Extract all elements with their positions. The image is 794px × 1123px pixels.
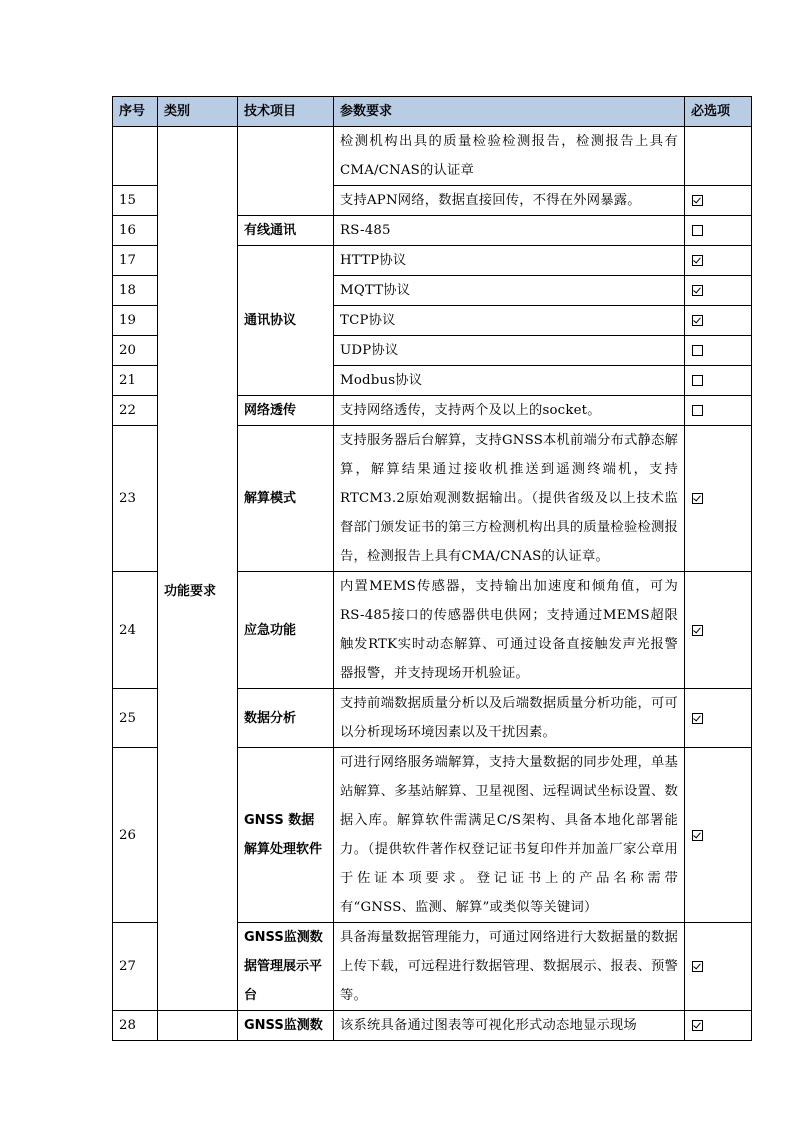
- row-item: 通讯协议: [238, 246, 334, 396]
- table-header-row: [113, 97, 752, 127]
- row-required: [685, 572, 752, 689]
- row-no: 22: [113, 396, 158, 426]
- header-param: 参数要求: [334, 97, 685, 127]
- row-required: [685, 336, 752, 366]
- row-item: 解算模式: [238, 426, 334, 572]
- row-required: [685, 923, 752, 1011]
- row-required: [685, 186, 752, 216]
- row-no: 25: [113, 689, 158, 748]
- checked-box-icon: [692, 255, 703, 266]
- checked-box-icon: [692, 493, 703, 504]
- row-no: 16: [113, 216, 158, 246]
- row-no: 21: [113, 366, 158, 396]
- row-param: 该系统具备通过图表等可视化形式动态地显示现场: [334, 1011, 685, 1041]
- unchecked-box-icon: [692, 405, 703, 416]
- row-param: 支持网络透传，支持两个及以上的socket。: [334, 396, 685, 426]
- row-required: [685, 1011, 752, 1041]
- row-item: [238, 127, 334, 216]
- row-item: 应急功能: [238, 572, 334, 689]
- row-required: [685, 276, 752, 306]
- row-required: [685, 366, 752, 396]
- row-required: [685, 748, 752, 923]
- checked-box-icon: [692, 285, 703, 296]
- row-required: [685, 396, 752, 426]
- row-no: 28: [113, 1011, 158, 1041]
- row-param: UDP协议: [334, 336, 685, 366]
- row-required: [685, 127, 752, 186]
- row-param: 支持前端数据质量分析以及后端数据质量分析功能，可可以分析现场环境因素以及干扰因素。: [334, 689, 685, 748]
- checked-box-icon: [692, 1020, 703, 1031]
- checked-box-icon: [692, 961, 703, 972]
- row-param: 具备海量数据管理能力，可通过网络进行大数据量的数据上传下载，可远程进行数据管理、数据展示、报表、预警等。: [334, 923, 685, 1011]
- row-item: 数据分析: [238, 689, 334, 748]
- row-required: [685, 246, 752, 276]
- row-param: 可进行网络服务端解算，支持大量数据的同步处理，单基站解算、多基站解算、卫星视图、远程调试坐标设置、数据入库。解算软件需满足C/S架构、具备本地化部署能力。（提供软件著作权登记证书复印件并加盖厂家公章用于佐证本项要求。登记证书上的产品名称需带有“GNSS、监测、解算”或类似等关键词）: [334, 748, 685, 923]
- row-item: 有线通讯: [238, 216, 334, 246]
- row-param: 内置MEMS传感器，支持输出加速度和倾角值，可为RS-485接口的传感器供电供网；支持通过MEMS超限触发RTK实时动态解算、可通过设备直接触发声光报警器报警，并支持现场开机验证。: [334, 572, 685, 689]
- row-required: [685, 689, 752, 748]
- header-no: 序号: [113, 97, 158, 127]
- row-param: 支持APN网络，数据直接回传，不得在外网暴露。: [334, 186, 685, 216]
- category-cell: 功能要求: [158, 127, 238, 1011]
- row-no: 24: [113, 572, 158, 689]
- row-no: [113, 127, 158, 186]
- row-no: 26: [113, 748, 158, 923]
- header-category: 类别: [158, 97, 238, 127]
- row-required: [685, 426, 752, 572]
- row-no: 18: [113, 276, 158, 306]
- checked-box-icon: [692, 315, 703, 326]
- checked-box-icon: [692, 713, 703, 724]
- row-param: MQTT协议: [334, 276, 685, 306]
- checked-box-icon: [692, 830, 703, 841]
- row-no: 15: [113, 186, 158, 216]
- row-required: [685, 306, 752, 336]
- row-required: [685, 216, 752, 246]
- category-cell-continued: [158, 1011, 238, 1041]
- header-required: 必选项: [685, 97, 752, 127]
- checked-box-icon: [692, 195, 703, 206]
- row-no: 23: [113, 426, 158, 572]
- row-param: RS-485: [334, 216, 685, 246]
- row-no: 27: [113, 923, 158, 1011]
- row-param: TCP协议: [334, 306, 685, 336]
- row-param: 检测机构出具的质量检验检测报告，检测报告上具有CMA/CNAS的认证章: [334, 127, 685, 186]
- table-row: [113, 1011, 752, 1041]
- row-item: 网络透传: [238, 396, 334, 426]
- row-param: HTTP协议: [334, 246, 685, 276]
- spec-table: [112, 96, 752, 1041]
- row-item: GNSS 数据解算处理软件: [238, 748, 334, 923]
- unchecked-box-icon: [692, 225, 703, 236]
- unchecked-box-icon: [692, 345, 703, 356]
- table-row: [113, 127, 752, 186]
- row-item: GNSS监测数: [238, 1011, 334, 1041]
- row-item: GNSS监测数据管理展示平台: [238, 923, 334, 1011]
- checked-box-icon: [692, 625, 703, 636]
- row-no: 17: [113, 246, 158, 276]
- unchecked-box-icon: [692, 375, 703, 386]
- row-no: 20: [113, 336, 158, 366]
- row-param: 支持服务器后台解算，支持GNSS本机前端分布式静态解算，解算结果通过接收机推送到遥测终端机，支持RTCM3.2原始观测数据输出。（提供省级及以上技术监督部门颁发证书的第三方检测机构出具的质量检验检测报告，检测报告上具有CMA/CNAS的认证章。: [334, 426, 685, 572]
- row-param: Modbus协议: [334, 366, 685, 396]
- header-item: 技术项目: [238, 97, 334, 127]
- row-no: 19: [113, 306, 158, 336]
